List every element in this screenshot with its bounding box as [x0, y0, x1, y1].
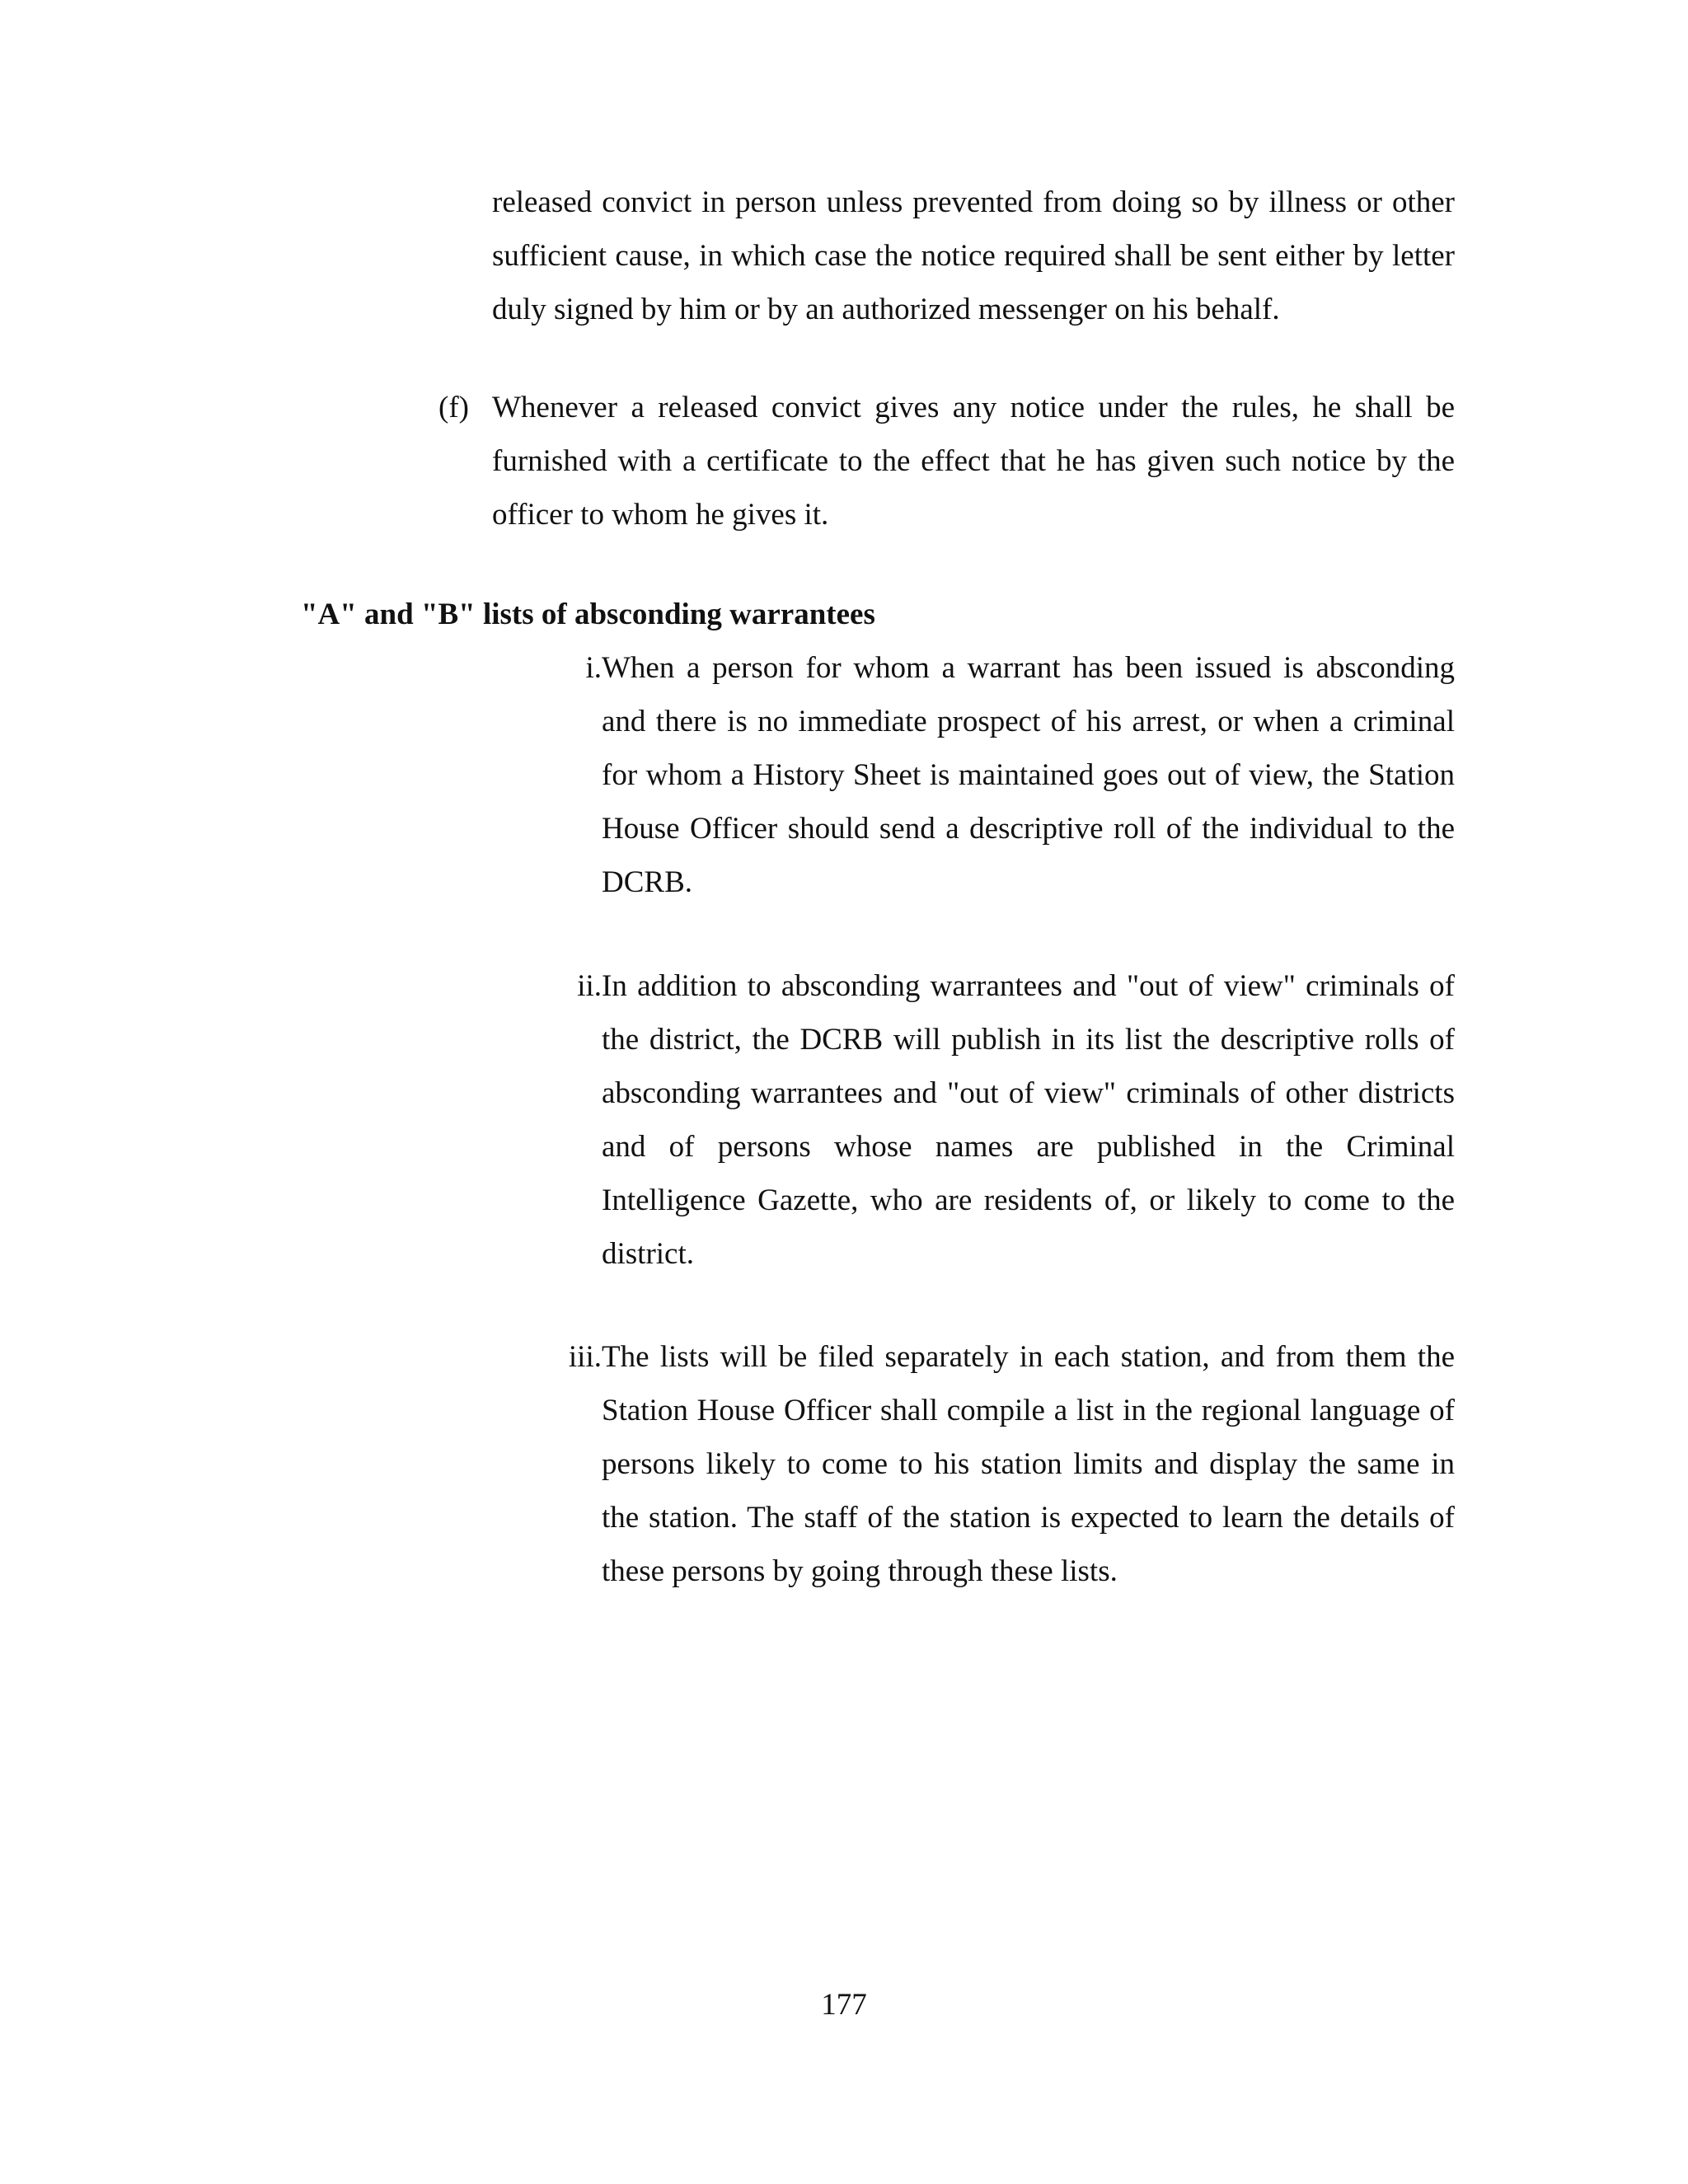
- list-item-number: ii.: [577, 969, 602, 1003]
- list-item-text: In addition to absconding warrantees and "out of view" criminals of the district, the DCRB will publish in its list the descriptive rolls of absconding warrantees and "out of view" criminals of other districts and of persons whose names are published in the Criminal Intelligence Gazette, who are residents of, or likely to come to the district.: [602, 969, 1455, 1271]
- list-item-number-wrap: [495, 959, 602, 1281]
- section-heading: "A" and "B" lists of absconding warrantees: [301, 598, 875, 631]
- list-item-number: i.: [585, 651, 602, 685]
- list-item: [495, 641, 1455, 909]
- item-text: Whenever a released convict gives any notice under the rules, he shall be furnished with a certificate to the effect that he has given such notice by the officer to whom he gives it.: [492, 391, 1455, 532]
- list-item-number-wrap: [495, 1330, 602, 1598]
- page-number: 177: [821, 1988, 867, 2022]
- list-item: [495, 959, 1455, 1281]
- list-item-text: The lists will be filed separately in each station, and from them the Station House Officer shall compile a list in the regional language of persons likely to come to his station limits and display the same in the station. The staff of the station is expected to learn the details of these persons by going through these lists.: [602, 1340, 1455, 1588]
- list-item-f: [438, 381, 1455, 541]
- continuation-paragraph: released convict in person unless prevented from doing so by illness or other sufficient cause, in which case the notice required shall be sent either by letter duly signed by him or by an authorized messenger on his behalf.: [492, 185, 1455, 326]
- item-label: (f): [438, 391, 469, 424]
- list-item-text: When a person for whom a warrant has been issued is absconding and there is no immediate prospect of his arrest, or when a criminal for whom a History Sheet is maintained goes out of view, the Station House Officer should send a descriptive roll of the individual to the DCRB.: [602, 651, 1455, 899]
- list-item-number: iii.: [568, 1340, 602, 1374]
- list-item: [495, 1330, 1455, 1598]
- list-item-number-wrap: [495, 641, 602, 909]
